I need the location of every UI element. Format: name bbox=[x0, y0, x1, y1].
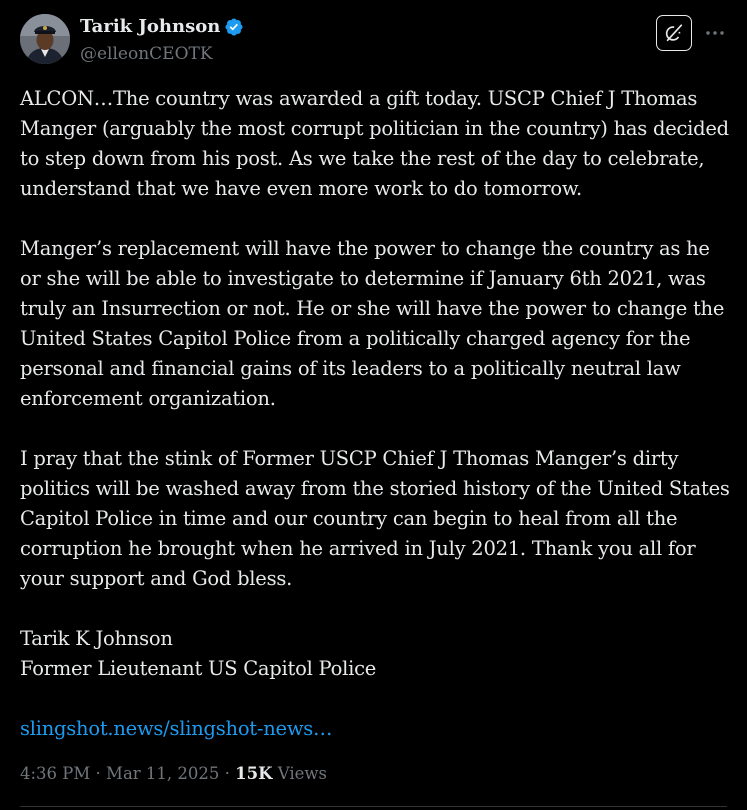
avatar[interactable] bbox=[20, 14, 70, 64]
author-handle[interactable]: @elleonCEOTK bbox=[80, 44, 213, 64]
tweet-paragraph: Manger’s replacement will have the power to change the country as he or she will be able to investigate to determine if January 6th 2021, was truly an Insurrection or not. He or she will have the power to change the United States Capitol Police from a politically charged agency for the personal and financial gains of its leaders to a politically neutral law enforcement organization. bbox=[20, 237, 725, 410]
tweet-meta bbox=[20, 764, 327, 783]
author-display-name[interactable]: Tarik Johnson bbox=[80, 16, 221, 37]
signature-title: Former Lieutenant US Capitol Police bbox=[20, 657, 377, 680]
grok-icon bbox=[663, 22, 685, 44]
more-icon bbox=[705, 30, 725, 36]
views-label[interactable]: Views bbox=[277, 764, 327, 783]
author-name-row[interactable] bbox=[80, 16, 244, 37]
tweet-link[interactable]: slingshot.news/slingshot-news… bbox=[20, 717, 333, 740]
divider bbox=[20, 806, 727, 807]
signature-name: Tarik K Johnson bbox=[20, 627, 173, 650]
verified-badge-icon bbox=[224, 17, 244, 37]
meta-separator: · bbox=[224, 764, 230, 783]
tweet-paragraph: I pray that the stink of Former USCP Chief J Thomas Manger’s dirty politics will be washed away from the storied history of the United States Capitol Police in time and our country can begin to heal from all the corruption he brought when he arrived in July 2021. Thank you all for your support and God bless. bbox=[20, 447, 730, 590]
grok-button[interactable] bbox=[656, 15, 692, 51]
tweet-signature bbox=[20, 624, 730, 684]
views-count[interactable]: 15K bbox=[235, 764, 273, 783]
more-options-button[interactable] bbox=[702, 22, 728, 44]
tweet-time[interactable]: 4:36 PM bbox=[20, 764, 91, 783]
meta-separator: · bbox=[95, 764, 101, 783]
tweet-paragraph: ALCON…The country was awarded a gift today. USCP Chief J Thomas Manger (arguably the most corrupt politician in the country) has decided to step down from his post. As we take the rest of the day to celebrate, understand that we have even more work to do tomorrow. bbox=[20, 87, 729, 200]
tweet-header bbox=[20, 14, 727, 66]
tweet-date[interactable]: Mar 11, 2025 bbox=[106, 764, 220, 783]
tweet-text bbox=[20, 84, 730, 744]
avatar-image bbox=[20, 14, 70, 64]
